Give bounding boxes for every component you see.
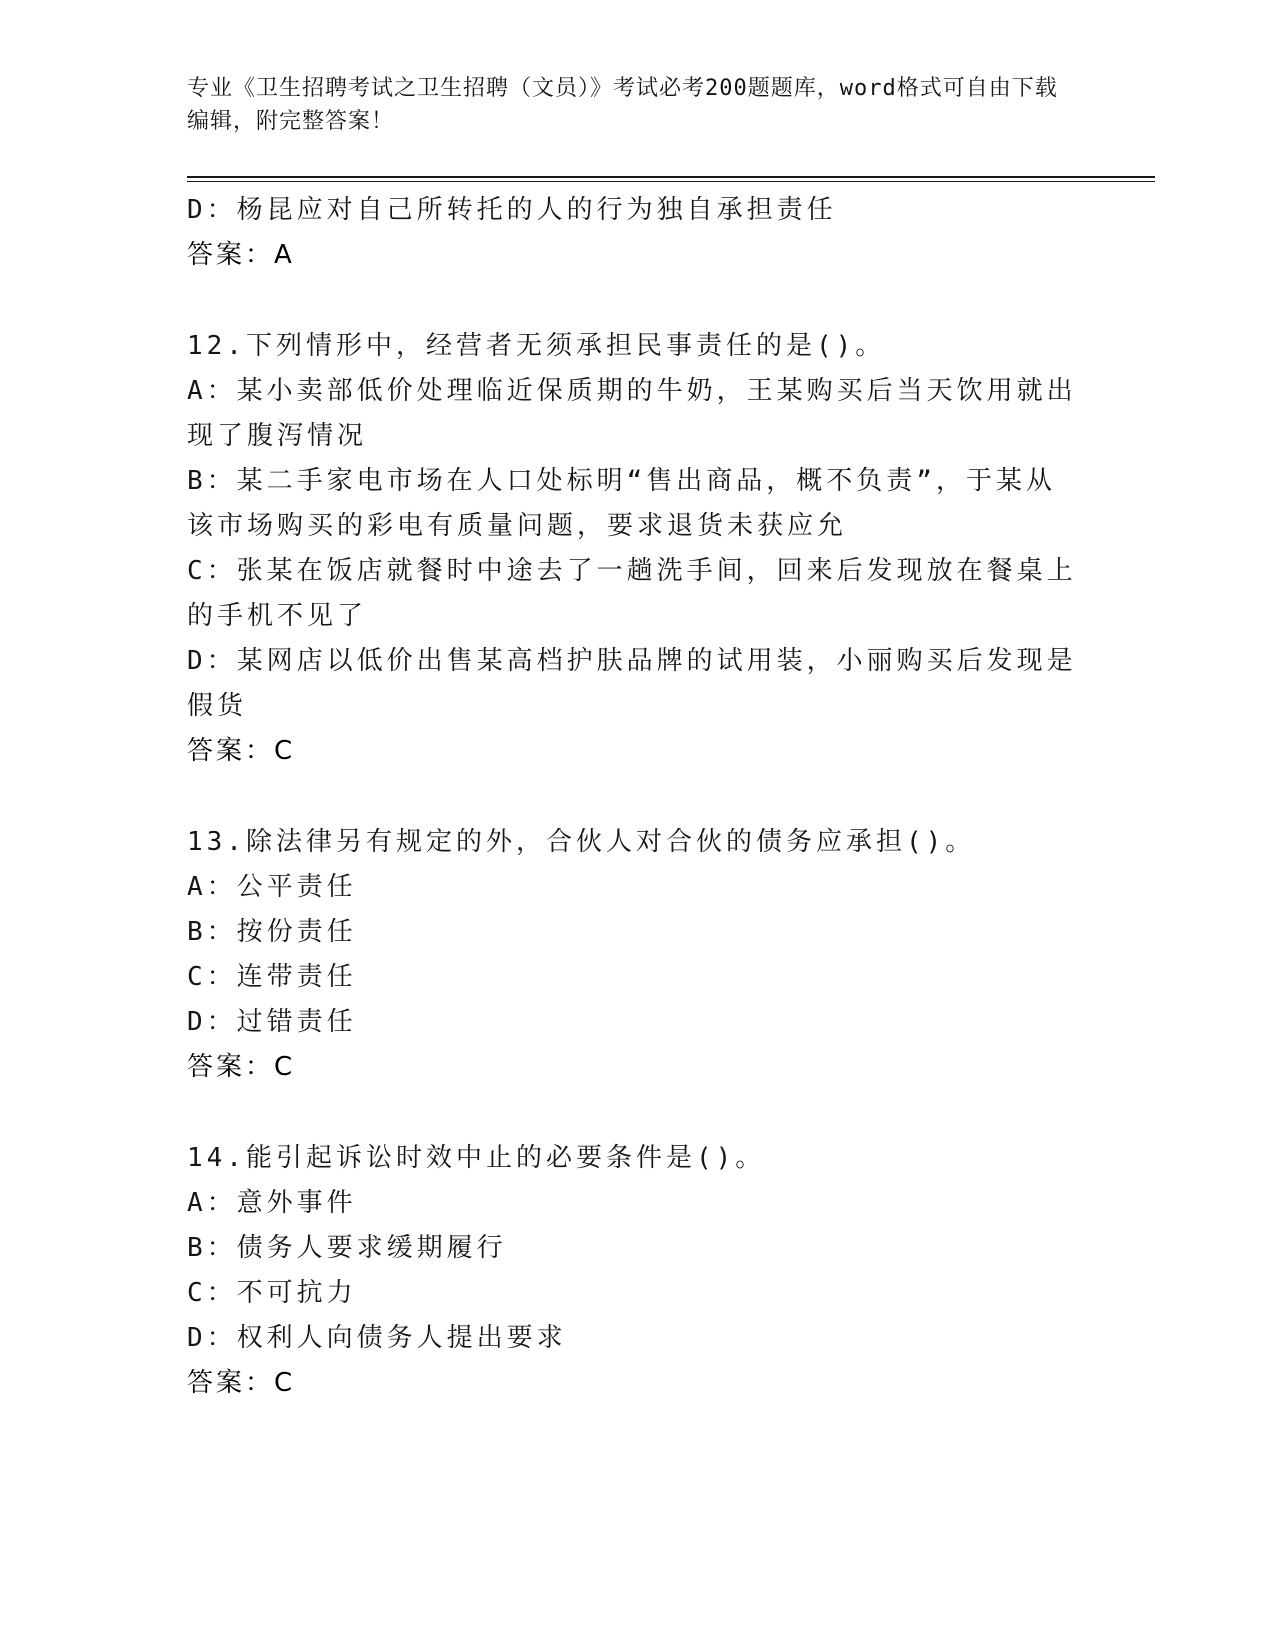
question-stem: 13.除法律另有规定的外，合伙人对合伙的债务应承担()。 xyxy=(187,827,976,857)
question-stem: 14.能引起诉讼时效中止的必要条件是()。 xyxy=(187,1143,766,1173)
answer-line: 答案：C xyxy=(187,1368,296,1398)
option-d: D：某网店以低价出售某高档护肤品牌的试用装，小丽购买后发现是假货 xyxy=(187,646,1077,721)
option-a: A：公平责任 xyxy=(187,872,357,902)
option-b: B：按份责任 xyxy=(187,917,357,947)
option-b: B：某二手家电市场在人口处标明“售出商品，概不负责”，于某从该市场购买的彩电有质量问题，要求退货未获应允 xyxy=(187,466,1056,541)
header-rule-thin xyxy=(187,181,1155,182)
question-stem: 12.下列情形中，经营者无须承担民事责任的是()。 xyxy=(187,331,886,361)
option-a: A：某小卖部低价处理临近保质期的牛奶，王某购买后当天饮用就出现了腹泻情况 xyxy=(187,376,1077,451)
question-13 xyxy=(187,820,1077,1090)
question-14 xyxy=(187,1136,1077,1406)
question-12 xyxy=(187,324,1077,774)
option-a: A：意外事件 xyxy=(187,1188,357,1218)
header-rule xyxy=(187,176,1155,178)
option-d: D：过错责任 xyxy=(187,1007,357,1037)
option-c: C：不可抗力 xyxy=(187,1278,357,1308)
option-d: D：权利人向债务人提出要求 xyxy=(187,1323,567,1353)
answer-line: 答案：C xyxy=(187,1052,296,1082)
option-c: C：张某在饭店就餐时中途去了一趟洗手间，回来后发现放在餐桌上的手机不见了 xyxy=(187,556,1077,631)
answer-line: 答案：C xyxy=(187,736,296,766)
option-d: D：杨昆应对自己所转托的人的行为独自承担责任 xyxy=(187,195,837,225)
option-c: C：连带责任 xyxy=(187,962,357,992)
document-body xyxy=(187,188,1077,1406)
page-header: 专业《卫生招聘考试之卫生招聘（文员）》考试必考200题题库，word格式可自由下载编辑，附完整答案！ xyxy=(187,76,1058,134)
option-b: B：债务人要求缓期履行 xyxy=(187,1233,507,1263)
answer-line: 答案：A xyxy=(187,240,295,270)
